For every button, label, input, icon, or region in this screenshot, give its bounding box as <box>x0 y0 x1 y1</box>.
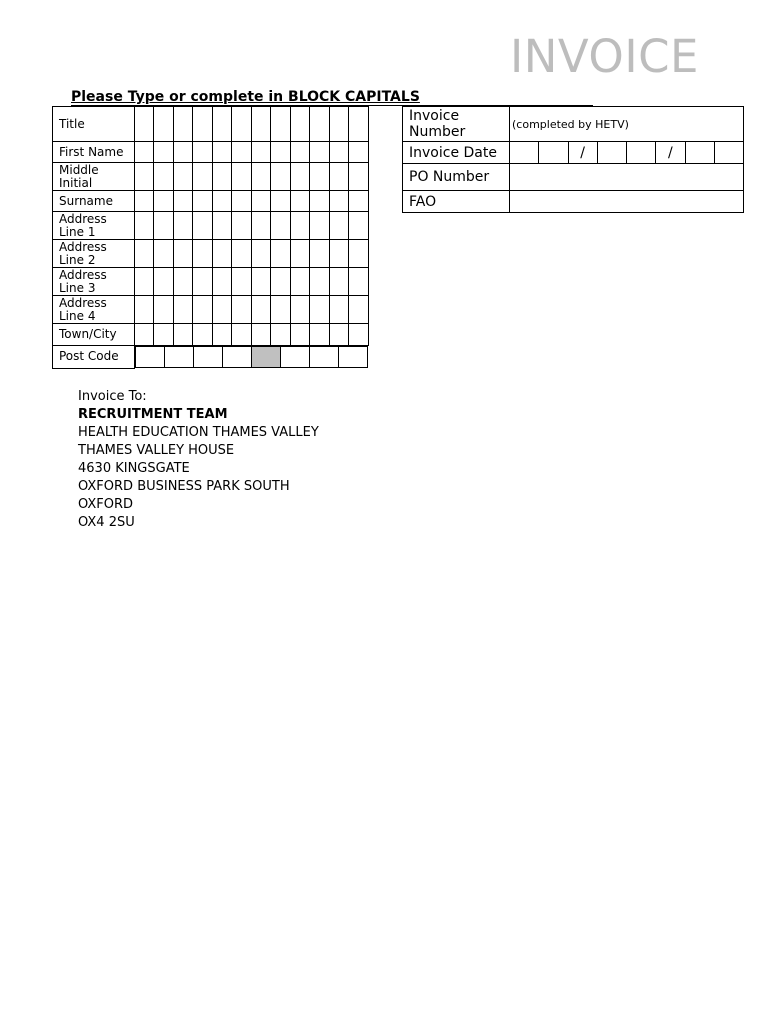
title-char-box[interactable] <box>290 107 309 142</box>
address-line-4-label: Address Line 4 <box>53 296 135 324</box>
address-line-4-char-box[interactable] <box>173 296 192 324</box>
date-separator: / <box>656 142 685 164</box>
surname-char-box[interactable] <box>251 191 270 212</box>
address-line-2-char-box[interactable] <box>251 240 270 268</box>
address-line-2-char-box[interactable] <box>173 240 192 268</box>
town-city-char-box[interactable] <box>348 324 368 346</box>
town-city-char-box[interactable] <box>232 324 251 346</box>
middle-initial-char-box[interactable] <box>329 163 348 191</box>
first-name-char-box[interactable] <box>348 142 368 163</box>
date-year-box[interactable] <box>714 142 743 164</box>
address-line-3-char-box[interactable] <box>290 268 309 296</box>
address-line-1-char-box[interactable] <box>154 212 173 240</box>
middle-initial-char-box[interactable] <box>193 163 212 191</box>
address-line-4-char-box[interactable] <box>251 296 270 324</box>
surname-char-box[interactable] <box>173 191 192 212</box>
invoice-to-address <box>78 388 319 532</box>
title-char-box[interactable] <box>348 107 368 142</box>
po-number-row <box>403 164 744 191</box>
surname-char-box[interactable] <box>348 191 368 212</box>
address-line-1-row <box>53 212 369 240</box>
address-line: HEALTH EDUCATION THAMES VALLEY <box>78 425 319 440</box>
address-line-4-char-box[interactable] <box>329 296 348 324</box>
first-name-char-box[interactable] <box>329 142 348 163</box>
date-month-box[interactable] <box>627 142 656 164</box>
middle-initial-row <box>53 163 369 191</box>
middle-initial-label: Middle Initial <box>53 163 135 191</box>
title-char-box[interactable] <box>154 107 173 142</box>
post-code-char-box[interactable] <box>339 347 368 368</box>
address-line-1-label: Address Line 1 <box>53 212 135 240</box>
address-line: 4630 KINGSGATE <box>78 461 190 476</box>
address-line-1-char-box[interactable] <box>193 212 212 240</box>
middle-initial-char-box[interactable] <box>251 163 270 191</box>
surname-char-box[interactable] <box>271 191 290 212</box>
address-line-3-char-box[interactable] <box>154 268 173 296</box>
town-city-char-box[interactable] <box>310 324 329 346</box>
address-line-2-char-box[interactable] <box>135 240 154 268</box>
first-name-char-box[interactable] <box>212 142 231 163</box>
first-name-char-box[interactable] <box>173 142 192 163</box>
surname-char-box[interactable] <box>329 191 348 212</box>
address-line-2-char-box[interactable] <box>154 240 173 268</box>
post-code-row <box>53 346 369 369</box>
address-line-1-char-box[interactable] <box>135 212 154 240</box>
address-line: OXFORD BUSINESS PARK SOUTH <box>78 479 290 494</box>
address-line-3-char-box[interactable] <box>232 268 251 296</box>
address-line-3-label: Address Line 3 <box>53 268 135 296</box>
address-line-1-char-box[interactable] <box>173 212 192 240</box>
address-line: RECRUITMENT TEAM <box>78 407 228 422</box>
first-name-char-box[interactable] <box>232 142 251 163</box>
address-line-1-char-box[interactable] <box>232 212 251 240</box>
post-code-char-box[interactable] <box>223 347 252 368</box>
post-code-space-box <box>252 347 281 368</box>
surname-char-box[interactable] <box>232 191 251 212</box>
town-city-char-box[interactable] <box>173 324 192 346</box>
address-line-3-char-box[interactable] <box>251 268 270 296</box>
town-city-char-box[interactable] <box>271 324 290 346</box>
fao-row <box>403 191 744 213</box>
invoice-to-heading: Invoice To: <box>78 389 147 404</box>
surname-char-box[interactable] <box>154 191 173 212</box>
instruction-text: Please Type or complete in BLOCK CAPITALS <box>71 90 593 106</box>
town-city-char-box[interactable] <box>135 324 154 346</box>
first-name-label: First Name <box>53 142 135 163</box>
address-line-1-char-box[interactable] <box>212 212 231 240</box>
address-line-1-char-box[interactable] <box>329 212 348 240</box>
title-label: Title <box>53 107 135 142</box>
invoice-number-row <box>403 107 744 142</box>
first-name-char-box[interactable] <box>271 142 290 163</box>
first-name-char-box[interactable] <box>135 142 154 163</box>
address-line-3-char-box[interactable] <box>271 268 290 296</box>
title-char-box[interactable] <box>193 107 212 142</box>
address-line-4-char-box[interactable] <box>348 296 368 324</box>
address-line-1-char-box[interactable] <box>251 212 270 240</box>
address-line-3-char-box[interactable] <box>173 268 192 296</box>
address-line-4-char-box[interactable] <box>212 296 231 324</box>
address-line-3-char-box[interactable] <box>193 268 212 296</box>
town-city-char-box[interactable] <box>212 324 231 346</box>
first-name-char-box[interactable] <box>310 142 329 163</box>
middle-initial-char-box[interactable] <box>271 163 290 191</box>
first-name-row <box>53 142 369 163</box>
address-line-3-char-box[interactable] <box>310 268 329 296</box>
surname-row <box>53 191 369 212</box>
address-line-2-char-box[interactable] <box>348 240 368 268</box>
address-line-3-char-box[interactable] <box>135 268 154 296</box>
invoice-details-form <box>402 106 744 213</box>
address-line-4-char-box[interactable] <box>193 296 212 324</box>
middle-initial-char-box[interactable] <box>290 163 309 191</box>
address-line-1-char-box[interactable] <box>290 212 309 240</box>
po-number-label: PO Number <box>403 164 510 191</box>
invoice-number-label: Invoice Number <box>403 107 510 142</box>
post-code-char-box[interactable] <box>136 347 165 368</box>
first-name-char-box[interactable] <box>193 142 212 163</box>
post-code-char-box[interactable] <box>194 347 223 368</box>
post-code-char-box[interactable] <box>310 347 339 368</box>
date-month-box[interactable] <box>597 142 626 164</box>
town-city-char-box[interactable] <box>193 324 212 346</box>
address-line-2-label: Address Line 2 <box>53 240 135 268</box>
address-line-4-char-box[interactable] <box>310 296 329 324</box>
address-line-2-char-box[interactable] <box>290 240 309 268</box>
personal-details-form <box>52 106 369 369</box>
address-line-1-char-box[interactable] <box>271 212 290 240</box>
po-number-field[interactable] <box>510 164 744 191</box>
post-code-char-box[interactable] <box>165 347 194 368</box>
address-line-2-char-box[interactable] <box>193 240 212 268</box>
middle-initial-char-box[interactable] <box>348 163 368 191</box>
invoice-number-field <box>510 107 744 142</box>
first-name-char-box[interactable] <box>251 142 270 163</box>
first-name-char-box[interactable] <box>290 142 309 163</box>
surname-char-box[interactable] <box>135 191 154 212</box>
address-line-3-char-box[interactable] <box>212 268 231 296</box>
address-line-4-row <box>53 296 369 324</box>
surname-char-box[interactable] <box>193 191 212 212</box>
surname-label: Surname <box>53 191 135 212</box>
title-char-box[interactable] <box>329 107 348 142</box>
town-city-char-box[interactable] <box>329 324 348 346</box>
surname-char-box[interactable] <box>310 191 329 212</box>
town-city-row <box>53 324 369 346</box>
address-line-2-row <box>53 240 369 268</box>
date-year-box[interactable] <box>685 142 714 164</box>
town-city-char-box[interactable] <box>154 324 173 346</box>
address-line-1-char-box[interactable] <box>310 212 329 240</box>
address-line-3-row <box>53 268 369 296</box>
middle-initial-char-box[interactable] <box>154 163 173 191</box>
address-line-2-char-box[interactable] <box>271 240 290 268</box>
invoice-date-label: Invoice Date <box>403 142 510 164</box>
address-line-4-char-box[interactable] <box>154 296 173 324</box>
title-char-box[interactable] <box>212 107 231 142</box>
address-line-4-char-box[interactable] <box>271 296 290 324</box>
surname-char-box[interactable] <box>212 191 231 212</box>
town-city-char-box[interactable] <box>251 324 270 346</box>
page-title: INVOICE <box>510 30 699 83</box>
address-line-3-char-box[interactable] <box>329 268 348 296</box>
first-name-char-box[interactable] <box>154 142 173 163</box>
post-code-boxes <box>135 346 369 369</box>
address-line-4-char-box[interactable] <box>232 296 251 324</box>
fao-field[interactable] <box>510 191 744 213</box>
middle-initial-char-box[interactable] <box>232 163 251 191</box>
title-char-box[interactable] <box>251 107 270 142</box>
address-line: OXFORD <box>78 497 134 512</box>
address-line-1-char-box[interactable] <box>348 212 368 240</box>
middle-initial-char-box[interactable] <box>310 163 329 191</box>
address-line-2-char-box[interactable] <box>232 240 251 268</box>
address-line-4-char-box[interactable] <box>135 296 154 324</box>
title-char-box[interactable] <box>135 107 154 142</box>
title-char-box[interactable] <box>173 107 192 142</box>
address-line-3-char-box[interactable] <box>348 268 368 296</box>
invoice-number-note: (completed by HETV) <box>512 117 629 131</box>
title-row <box>53 107 369 142</box>
surname-char-box[interactable] <box>290 191 309 212</box>
middle-initial-char-box[interactable] <box>135 163 154 191</box>
title-char-box[interactable] <box>232 107 251 142</box>
address-line-2-char-box[interactable] <box>310 240 329 268</box>
address-line: THAMES VALLEY HOUSE <box>78 443 235 458</box>
date-day-box[interactable] <box>510 142 539 164</box>
post-code-label: Post Code <box>53 346 135 369</box>
town-city-label: Town/City <box>53 324 135 346</box>
address-line-2-char-box[interactable] <box>212 240 231 268</box>
fao-label: FAO <box>403 191 510 213</box>
date-day-box[interactable] <box>539 142 568 164</box>
post-code-char-box[interactable] <box>281 347 310 368</box>
town-city-char-box[interactable] <box>290 324 309 346</box>
date-separator: / <box>568 142 597 164</box>
middle-initial-char-box[interactable] <box>173 163 192 191</box>
address-line-2-char-box[interactable] <box>329 240 348 268</box>
invoice-date-row <box>403 142 744 164</box>
address-line: OX4 2SU <box>78 515 135 530</box>
title-char-box[interactable] <box>310 107 329 142</box>
title-char-box[interactable] <box>271 107 290 142</box>
middle-initial-char-box[interactable] <box>212 163 231 191</box>
address-line-4-char-box[interactable] <box>290 296 309 324</box>
